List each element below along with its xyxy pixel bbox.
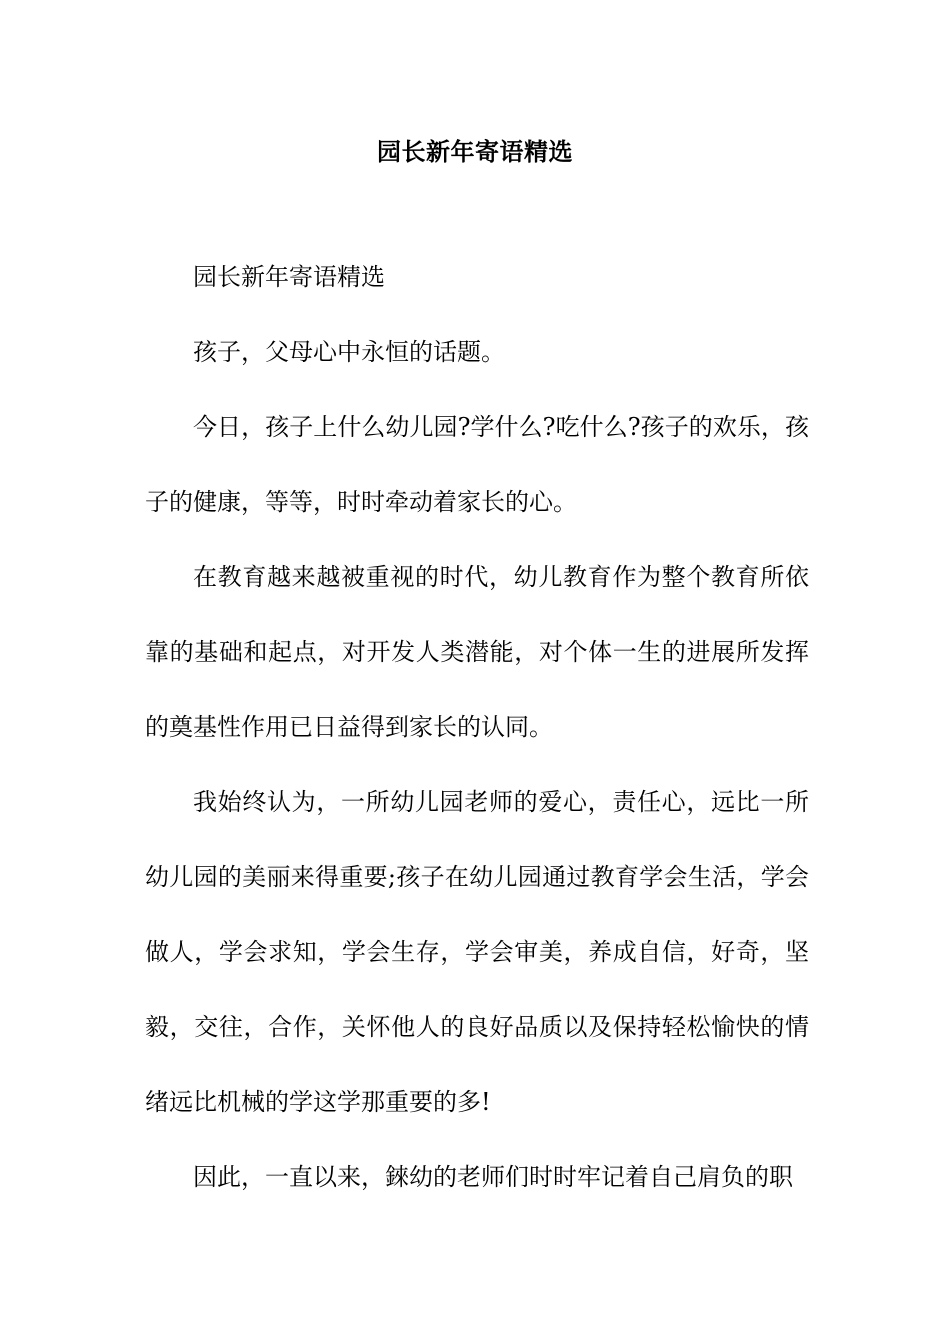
paragraph-therefore: 因此，一直以来，錸幼的老师们时时牢记着自己肩负的职 [193,1163,793,1191]
paragraph-subtitle: 园长新年寄语精选 [193,263,385,291]
document-title: 园长新年寄语精选 [377,137,573,166]
paragraph-education: 在教育越来越被重视的时代，幼儿教育作为整个教育所依靠的基础和起点，对开发人类潜能，对个体一生的进展所发挥的奠基性作用已日益得到家长的认同。 [145,563,809,741]
paragraph-belief: 我始终认为，一所幼儿园老师的爱心，责任心，远比一所幼儿园的美丽来得重要;孩子在幼儿园通过教育学会生活，学会做人，学会求知，学会生存，学会审美，养成自信，好奇，坚毅，交往，合作，关怀他人的良好品质以及保持轻松愉快的情绪远比机械的学这学那重要的多! [145,788,809,1116]
paragraph-questions: 今日，孩子上什么幼儿园?学什么?吃什么?孩子的欢乐，孩子的健康，等等，时时牵动着家长的心。 [145,413,809,516]
paragraph-intro: 孩子，父母心中永恒的话题。 [193,338,505,366]
